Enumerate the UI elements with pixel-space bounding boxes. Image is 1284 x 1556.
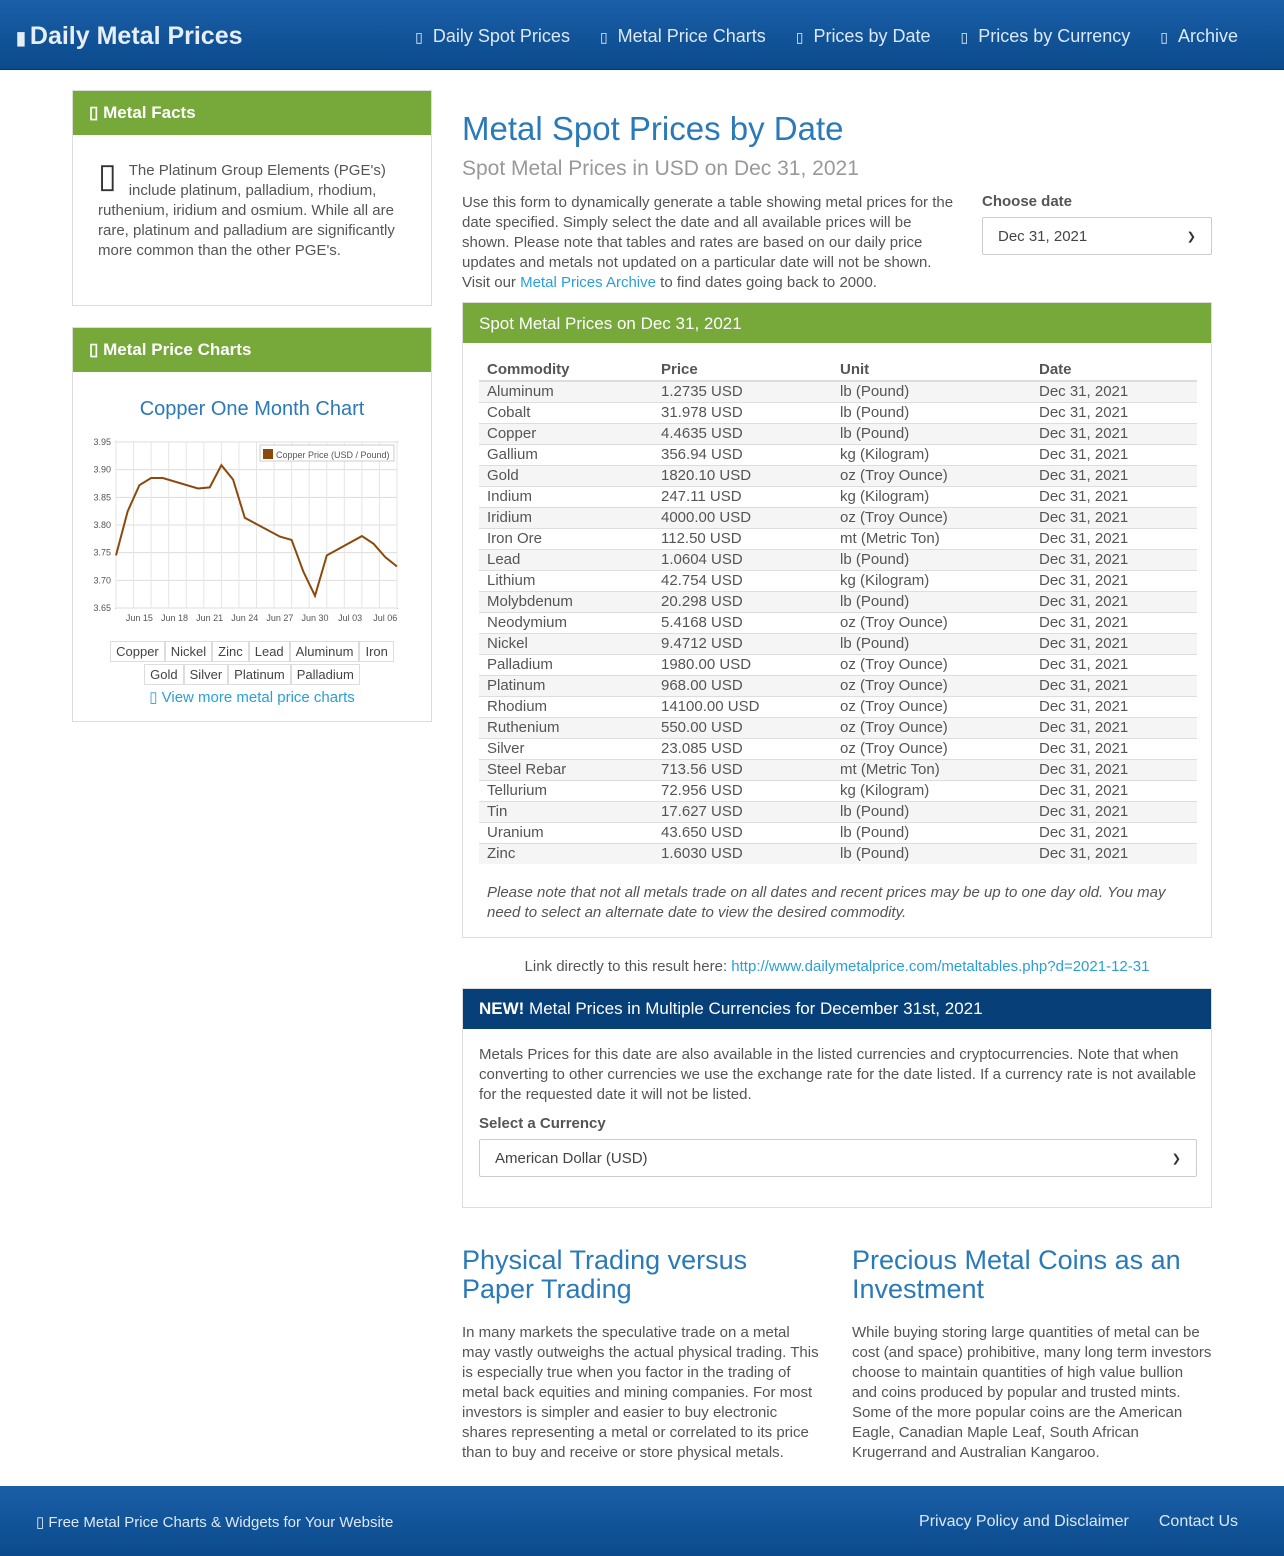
x-tick-label: Jul 03 [338,613,363,623]
legend-swatch [263,449,273,459]
col-price: Price [653,359,832,381]
cell-date: Dec 31, 2021 [1031,633,1197,654]
cell-unit: mt (Metric Ton) [832,528,1031,549]
cell-date: Dec 31, 2021 [1031,423,1197,444]
spot-prices-note: Please note that not all metals trade on all dates and recent prices may be up to one day old. You may need to select an alternate date to view the desired commodity. [487,884,1166,921]
cell-price: 1820.10 USD [653,465,832,486]
chart-title[interactable]: Copper One Month Chart [139,398,365,420]
nav-prices-by-currency[interactable]: ▯ Prices by Currency [960,26,1131,46]
table-row [479,507,1197,528]
cell-unit: lb (Pound) [832,381,1031,402]
cell-unit: oz (Troy Ounce) [832,675,1031,696]
cell-unit: lb (Pound) [832,402,1031,423]
cell-price: 112.50 USD [653,528,832,549]
cell-date: Dec 31, 2021 [1031,486,1197,507]
metal-buttons-row-1 [72,641,432,662]
table-row [479,801,1197,822]
cell-commodity: Copper [479,423,653,444]
table-row [479,780,1197,801]
table-row [479,738,1197,759]
cell-price: 356.94 USD [653,444,832,465]
page-subtitle: Spot Metal Prices in USD on Dec 31, 2021 [462,157,859,180]
col-commodity: Commodity [479,359,653,381]
footer [0,1486,1284,1556]
table-row [479,591,1197,612]
metal-button-lead[interactable]: Lead [249,641,290,662]
footer-contact-link[interactable]: Contact Us [1158,1513,1238,1530]
cell-commodity: Gallium [479,444,653,465]
cell-date: Dec 31, 2021 [1031,570,1197,591]
cell-unit: kg (Kilogram) [832,570,1031,591]
top-navbar [0,0,1284,70]
table-header-row [479,359,1197,381]
cell-price: 4.4635 USD [653,423,832,444]
info-icon: ▯ [89,103,104,122]
cell-price: 1980.00 USD [653,654,832,675]
table-row [479,570,1197,591]
cell-unit: oz (Troy Ounce) [832,507,1031,528]
article-text: While buying storing large quantities of metal can be cost (and space) prohibitive, many long term investors choose to maintain quantities of high value bullion and coins produced by popular and trusted mints. Some of the more popular coins are the American Eagle, Canadian Maple Leaf, South African Krugerrand and Australian Kangaroo. [852,1324,1212,1461]
cell-price: 20.298 USD [653,591,832,612]
cell-commodity: Cobalt [479,402,653,423]
metal-button-iron[interactable]: Iron [359,641,393,662]
cell-price: 1.2735 USD [653,381,832,402]
footer-links [919,1513,1238,1531]
cell-unit: kg (Kilogram) [832,780,1031,801]
table-row [479,633,1197,654]
cell-date: Dec 31, 2021 [1031,591,1197,612]
cell-price: 550.00 USD [653,717,832,738]
col-date: Date [1031,359,1197,381]
cell-unit: mt (Metric Ton) [832,759,1031,780]
y-tick-label: 3.80 [93,520,111,530]
brand-text: Daily Metal Prices [29,22,243,50]
table-row [479,486,1197,507]
currency-heading: NEW! Metal Prices in Multiple Currencies for December 31st, 2021 [463,989,1211,1029]
brand-link[interactable] [16,22,243,51]
metal-button-copper[interactable]: Copper [110,641,165,662]
table-row [479,444,1197,465]
cell-unit: lb (Pound) [832,843,1031,864]
cell-commodity: Palladium [479,654,653,675]
cell-commodity: Gold [479,465,653,486]
cell-commodity: Uranium [479,822,653,843]
cell-date: Dec 31, 2021 [1031,675,1197,696]
cell-date: Dec 31, 2021 [1031,717,1197,738]
metal-button-platinum[interactable]: Platinum [228,664,291,685]
cell-date: Dec 31, 2021 [1031,696,1197,717]
x-tick-label: Jun 30 [301,613,329,623]
cell-date: Dec 31, 2021 [1031,549,1197,570]
cell-price: 17.627 USD [653,801,832,822]
cell-date: Dec 31, 2021 [1031,822,1197,843]
metal-button-zinc[interactable]: Zinc [212,641,249,662]
cell-date: Dec 31, 2021 [1031,402,1197,423]
view-more-charts-link[interactable]: ▯ View more metal price charts [149,689,355,706]
col-unit: Unit [832,359,1031,381]
chevron-down-icon: ❯ [1186,230,1196,243]
cell-commodity: Silver [479,738,653,759]
cell-date: Dec 31, 2021 [1031,465,1197,486]
cell-commodity: Molybdenum [479,591,653,612]
page-title: Metal Spot Prices by Date [462,110,844,147]
cell-date: Dec 31, 2021 [1031,507,1197,528]
currency-text: Metals Prices for this date are also available in the listed currencies and cryptocurrencies. Note that when converting to other currencies we use the exchange rate for the date listed. If a currency rate is not available for the requested date it will not be listed. [479,1046,1197,1103]
cell-unit: lb (Pound) [832,801,1031,822]
nav-links [415,26,1238,47]
cell-price: 43.650 USD [653,822,832,843]
chart-icon: ▯ [149,689,162,706]
x-tick-label: Jul 06 [373,613,398,623]
cell-price: 9.4712 USD [653,633,832,654]
y-tick-label: 3.65 [93,603,111,613]
cell-unit: kg (Kilogram) [832,486,1031,507]
spot-prices-rows [479,381,1197,864]
direct-result-link[interactable]: http://www.dailymetalprice.com/metaltables.php?d=2021-12-31 [731,958,1150,975]
date-select[interactable]: Dec 31, 2021 ❯ [982,217,1212,255]
y-tick-label: 3.85 [93,492,111,503]
cell-unit: lb (Pound) [832,822,1031,843]
article-text: In many markets the speculative trade on a metal may vastly outweighs the actual physical trading. This is especially true when you factor in the trading of metal back equities and mining companies. For most investors is simpler and easier to buy electronic shares representing a metal or correlated to its price than to buy and receive or store physical metals. [462,1324,819,1461]
code-icon: ▯ [36,1514,49,1531]
x-tick-label: Jun 24 [231,613,259,623]
table-row [479,612,1197,633]
y-tick-label: 3.90 [93,464,111,475]
cell-commodity: Neodymium [479,612,653,633]
nav-metal-price-charts[interactable]: ▯ Metal Price Charts [599,26,766,46]
cell-date: Dec 31, 2021 [1031,381,1197,402]
y-tick-label: 3.95 [93,437,111,447]
cell-unit: oz (Troy Ounce) [832,612,1031,633]
line-chart-icon: ▯ [599,29,608,45]
table-row [479,696,1197,717]
table-row [479,759,1197,780]
metal-facts-panel [72,90,432,306]
cell-price: 5.4168 USD [653,612,832,633]
table-row [479,381,1197,402]
cell-price: 1.6030 USD [653,843,832,864]
cell-unit: lb (Pound) [832,549,1031,570]
chart-icon: ▯ [89,340,104,359]
cell-unit: lb (Pound) [832,633,1031,654]
metal-facts-body [73,135,431,261]
cell-date: Dec 31, 2021 [1031,759,1197,780]
cell-commodity: Platinum [479,675,653,696]
cell-commodity: Zinc [479,843,653,864]
cell-price: 1.0604 USD [653,549,832,570]
metal-facts-heading: ▯ Metal Facts [73,91,431,135]
table-row [479,423,1197,444]
spot-prices-heading: Spot Metal Prices on Dec 31, 2021 [463,303,1211,343]
nav-daily-spot-prices[interactable]: ▯ Daily Spot Prices [415,26,570,46]
article-title: Physical Trading versus Paper Trading [462,1245,748,1304]
archive-icon: ▯ [1160,29,1168,45]
table-row [479,717,1197,738]
cell-commodity: Tin [479,801,653,822]
cell-price: 42.754 USD [653,570,832,591]
cell-price: 31.978 USD [653,402,832,423]
spot-prices-panel [462,302,1212,938]
cell-price: 968.00 USD [653,675,832,696]
footer-privacy-link[interactable]: Privacy Policy and Disclaimer [919,1513,1129,1530]
calendar-icon: ▯ [795,29,804,45]
nav-prices-by-date[interactable]: ▯ Prices by Date [795,26,931,46]
table-row [479,528,1197,549]
metal-facts-text: The Platinum Group Elements (PGE's) include platinum, palladium, rhodium, ruthenium, iridium and osmium. While all are rare, platinum and palladium are significantly more common than the other PGE's. [98,162,395,259]
cell-commodity: Lead [479,549,653,570]
cell-unit: lb (Pound) [832,591,1031,612]
cell-commodity: Rhodium [479,696,653,717]
article-title: Precious Metal Coins as an Investment [852,1245,1181,1304]
select-currency-label: Select a Currency [479,1115,606,1132]
article-physical-vs-paper [462,1246,822,1463]
cell-unit: oz (Troy Ounce) [832,654,1031,675]
cell-price: 14100.00 USD [653,696,832,717]
nav-archive[interactable]: ▯ Archive [1160,26,1238,46]
charts-panel-heading: ▯ Metal Price Charts [73,328,431,372]
direct-link-line: Link directly to this result here: http://www.dailymetalprice.com/metaltables.php?d=2021-12-31 [524,958,1150,975]
legend-label: Copper Price (USD / Pound) [276,450,390,460]
chart-bar-icon: ▮ [16,28,26,48]
cell-date: Dec 31, 2021 [1031,780,1197,801]
cell-commodity: Ruthenium [479,717,653,738]
metal-button-gold[interactable]: Gold [144,664,183,685]
article-precious-coins [852,1246,1212,1463]
table-row [479,822,1197,843]
table-row [479,549,1197,570]
cell-unit: lb (Pound) [832,423,1031,444]
x-tick-label: Jun 21 [196,613,224,623]
currency-icon: ▯ [960,29,969,45]
currency-panel [462,988,1212,1208]
metal-button-palladium[interactable]: Palladium [291,664,360,685]
metal-button-nickel[interactable]: Nickel [165,641,212,662]
currency-select[interactable]: American Dollar (USD) ❯ [479,1139,1197,1177]
cell-commodity: Iron Ore [479,528,653,549]
y-tick-label: 3.70 [93,575,111,586]
cell-commodity: Steel Rebar [479,759,653,780]
cell-price: 72.956 USD [653,780,832,801]
cell-commodity: Tellurium [479,780,653,801]
archive-link[interactable]: Metal Prices Archive [520,274,656,291]
table-row [479,843,1197,864]
cell-price: 4000.00 USD [653,507,832,528]
table-row [479,675,1197,696]
copper-one-month-chart[interactable] [88,436,404,628]
choose-date-label: Choose date [982,193,1073,210]
x-tick-label: Jun 15 [125,613,153,623]
cell-commodity: Indium [479,486,653,507]
cell-price: 713.56 USD [653,759,832,780]
cell-date: Dec 31, 2021 [1031,654,1197,675]
list-icon: ▯ [415,29,423,45]
cell-date: Dec 31, 2021 [1031,738,1197,759]
footer-widgets-link[interactable]: ▯ Free Metal Price Charts & Widgets for Your Website [36,1514,394,1531]
cell-commodity: Aluminum [479,381,653,402]
metal-button-silver[interactable]: Silver [184,664,229,685]
cell-unit: kg (Kilogram) [832,444,1031,465]
quote-icon: ▯ [98,157,117,195]
spot-prices-table [479,359,1197,864]
cell-date: Dec 31, 2021 [1031,444,1197,465]
cell-date: Dec 31, 2021 [1031,528,1197,549]
cell-unit: oz (Troy Ounce) [832,738,1031,759]
x-tick-label: Jun 27 [266,613,294,623]
y-tick-label: 3.75 [93,547,111,558]
table-row [479,402,1197,423]
table-row [479,465,1197,486]
cell-date: Dec 31, 2021 [1031,843,1197,864]
cell-unit: oz (Troy Ounce) [832,696,1031,717]
cell-commodity: Nickel [479,633,653,654]
cell-unit: oz (Troy Ounce) [832,717,1031,738]
cell-date: Dec 31, 2021 [1031,612,1197,633]
chevron-down-icon: ❯ [1171,1152,1181,1165]
cell-unit: oz (Troy Ounce) [832,465,1031,486]
cell-date: Dec 31, 2021 [1031,801,1197,822]
cell-price: 247.11 USD [653,486,832,507]
metal-buttons-row-2 [72,664,432,685]
metal-button-aluminum[interactable]: Aluminum [290,641,360,662]
cell-commodity: Lithium [479,570,653,591]
intro-text: Use this form to dynamically generate a table showing metal prices for the date specified. Simply select the date and all available prices will be shown. Please note that tables and rates are based on our daily price updates and metals not updated on a particular date will not be shown. Visit our Metal Prices Archive to find dates going back to 2000. [462,194,954,291]
table-row [479,654,1197,675]
cell-price: 23.085 USD [653,738,832,759]
cell-commodity: Iridium [479,507,653,528]
x-tick-label: Jun 18 [161,613,189,623]
